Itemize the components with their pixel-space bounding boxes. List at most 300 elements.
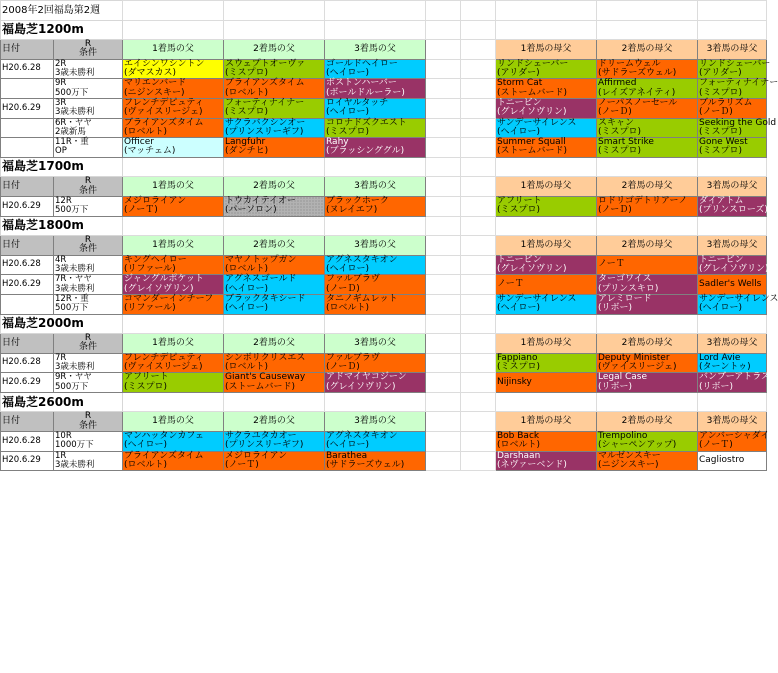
dam-sire-header: 1着馬の母父 [496, 412, 597, 432]
sire-header: 3着馬の父 [325, 412, 426, 432]
sire-line: (サドラーズウェル) [326, 459, 405, 470]
dam-sire-cell [698, 431, 770, 452]
race-header [54, 412, 123, 432]
sire-name: キングヘイロー [124, 254, 187, 265]
sire-cell [123, 353, 224, 373]
sire-name: ブラックタキシード [225, 293, 306, 304]
empty-cell [698, 20, 767, 40]
empty-cell [461, 373, 496, 393]
dam-sire-cell [698, 353, 767, 373]
sire-header: 1着馬の父 [123, 334, 224, 354]
dam-sire-name: リンドシェーバー [699, 58, 771, 69]
dam-sire-name: ノーＴ [497, 278, 524, 289]
dam-sire-cell [597, 98, 698, 118]
sire-cell [325, 98, 426, 118]
dam-sire-header: 2着馬の母父 [597, 334, 698, 354]
sire-cell [325, 275, 426, 295]
dam-sire-line: (ターントゥ) [699, 361, 751, 372]
sire-line: (グレイソヴリン) [326, 381, 396, 392]
dam-sire-name: リンドシェーバー [497, 58, 569, 69]
dam-sire-line: (ロベルト) [497, 440, 541, 451]
race-header-line1: R [84, 176, 92, 187]
race-condition [54, 373, 123, 393]
date-header: 日付 [1, 334, 54, 354]
empty-cell [325, 314, 426, 334]
race-row [1, 59, 767, 79]
empty-cell [597, 20, 698, 40]
race-number: 12R [55, 195, 72, 206]
sire-header: 3着馬の父 [325, 40, 426, 60]
sire-cell [325, 294, 426, 314]
dam-sire-name: ノーＴ [598, 259, 625, 270]
section-title: 福島芝1800m [1, 216, 123, 236]
sire-name: Giant's Causeway [225, 372, 306, 383]
dam-sire-name: ロドリゴデトリアーノ [598, 195, 688, 206]
dam-sire-cell [496, 196, 597, 216]
empty-cell [461, 236, 496, 256]
race-class: 3歳未勝利 [55, 283, 95, 294]
sire-cell [224, 275, 325, 295]
sire-line: (ミスプロ) [124, 381, 168, 392]
race-condition [54, 79, 123, 99]
race-date [1, 294, 54, 314]
dam-sire-name: Bob Back [497, 431, 540, 442]
empty-cell [123, 157, 224, 177]
empty-cell [496, 1, 597, 21]
sire-line: (ヘイロー) [225, 303, 269, 314]
race-row [1, 79, 767, 99]
race-condition [54, 255, 123, 275]
dam-sire-line: (リボー) [699, 381, 734, 392]
empty-cell [426, 432, 461, 452]
sire-line: (ヘイロー) [326, 107, 370, 118]
dam-sire-name: Darshaan [497, 450, 541, 461]
sire-cell [224, 59, 325, 79]
empty-cell [426, 79, 461, 99]
dam-sire-line: (グレイソヴリン) [497, 107, 567, 118]
sire-cell [123, 275, 224, 295]
sire-cell [224, 373, 325, 393]
empty-cell [698, 1, 767, 21]
race-header-line1: R [84, 411, 92, 422]
dam-sire-name: Deputy Minister [598, 352, 670, 363]
dam-sire-line: (リボー) [598, 381, 633, 392]
race-row [1, 118, 767, 138]
race-number: 2R [55, 58, 67, 69]
empty-cell [698, 157, 767, 177]
sire-line: (ノーＤ) [326, 361, 360, 372]
dam-sire-cell [597, 196, 698, 216]
dam-sire-cell [496, 118, 597, 138]
dam-sire-name: サンデーサイレンス [497, 117, 577, 128]
sire-line: (リファール) [124, 264, 176, 275]
race-date: H20.6.28 [1, 432, 54, 452]
sire-line: (ブラッシンググル) [326, 146, 405, 157]
sire-line: (ノーＴ) [124, 205, 158, 216]
section-title: 福島芝1700m [1, 157, 123, 177]
empty-cell [224, 157, 325, 177]
race-class: OP [55, 146, 67, 157]
empty-cell [123, 216, 224, 236]
section-title: 福島芝1200m [1, 20, 123, 40]
sire-line: (ヘイロー) [124, 440, 168, 451]
race-number: 3R [55, 97, 67, 108]
sire-name: シンボリクリスエス [225, 352, 306, 363]
dam-sire-line: (ノーＤ) [598, 107, 632, 118]
dam-sire-header: 1着馬の母父 [496, 334, 597, 354]
sire-name: アドマイヤコジーン [326, 372, 407, 383]
dam-sire-line: (ミスプロ) [598, 146, 642, 157]
dam-sire-header: 3着馬の母父 [698, 334, 767, 354]
dam-sire-line: (ノーＤ) [598, 205, 632, 216]
dam-sire-line: (ニジンスキー) [598, 459, 659, 470]
dam-sire-header: 3着馬の母父 [698, 177, 767, 197]
race-row [1, 255, 767, 275]
race-header [54, 334, 123, 354]
sire-header: 2着馬の父 [224, 177, 325, 197]
date-header: 日付 [1, 236, 54, 256]
race-number: 10R [55, 431, 72, 442]
empty-cell [461, 294, 496, 314]
empty-cell [461, 196, 496, 216]
race-row [1, 451, 767, 471]
dam-sire-line: (ミスプロ) [699, 87, 743, 98]
sire-header: 2着馬の父 [224, 236, 325, 256]
dam-sire-header: 1着馬の母父 [496, 40, 597, 60]
sire-cell [123, 255, 224, 275]
dam-sire-cell [698, 58, 771, 79]
race-date: H20.6.28 [1, 59, 54, 79]
section-title-row [1, 314, 767, 334]
sire-line: (ノーＤ) [326, 283, 360, 294]
dam-sire-cell [496, 294, 597, 314]
race-date: H20.6.28 [1, 255, 54, 275]
sire-cell [224, 432, 325, 452]
race-class: 3歳未勝利 [55, 107, 95, 118]
dam-sire-cell [597, 373, 698, 393]
dam-sire-cell [597, 59, 698, 79]
empty-cell [426, 157, 461, 177]
sire-cell [224, 79, 325, 99]
dam-sire-name: トニービン [497, 97, 542, 108]
sire-name: ボストンハーバー [326, 78, 397, 89]
dam-sire-line: (アリダー) [699, 68, 742, 79]
race-date: H20.6.29 [1, 275, 54, 295]
empty-cell [224, 314, 325, 334]
dam-sire-line: (ヴァイスリージェ) [598, 361, 677, 372]
dam-sire-cell [496, 275, 597, 295]
race-condition [54, 138, 123, 158]
dam-sire-name: ブルラリズム [699, 97, 753, 108]
sire-line: (ヌレイエフ) [326, 205, 378, 216]
dam-sire-name: サンデーサイレンス [497, 293, 577, 304]
sire-line: (ミスプロ) [225, 68, 269, 79]
race-date: H20.6.29 [1, 373, 54, 393]
sire-name: フォーティナイナー [225, 97, 305, 108]
sire-line: (ロベルト) [225, 361, 269, 372]
empty-cell [426, 236, 461, 256]
empty-cell [461, 412, 496, 432]
empty-cell [426, 118, 461, 138]
dam-sire-cell [597, 353, 698, 373]
title-row [1, 1, 767, 21]
empty-cell [426, 1, 461, 21]
dam-sire-name: バンブーアトラス [699, 372, 771, 383]
race-condition [54, 196, 123, 216]
dam-sire-cell [496, 255, 597, 275]
sire-name: マヤノトップガン [225, 254, 297, 265]
dam-sire-cell [698, 78, 778, 99]
empty-cell [426, 40, 461, 60]
sire-cell [224, 118, 325, 138]
dam-sire-name: Cagliostro [699, 455, 745, 466]
dam-sire-header: 1着馬の母父 [496, 177, 597, 197]
race-class: 500万下 [55, 87, 89, 98]
sire-line: (ロベルト) [225, 87, 269, 98]
sire-name: トウカイテイオー [225, 195, 296, 206]
sire-header: 3着馬の父 [325, 334, 426, 354]
sire-name: アグネスタキオン [326, 254, 398, 265]
sire-name: ゴールドヘイロー [326, 58, 398, 69]
dam-sire-line: (ミスプロ) [598, 126, 642, 137]
race-number: 11R・重 [55, 137, 89, 148]
race-row [1, 294, 767, 314]
race-class: 500万下 [55, 303, 89, 314]
empty-cell [426, 294, 461, 314]
empty-cell [461, 353, 496, 373]
race-row [1, 196, 767, 216]
sire-line: (パーソロン) [225, 205, 277, 216]
sire-cell [123, 59, 224, 79]
sire-name: Barathea [326, 450, 368, 461]
sire-header: 2着馬の父 [224, 40, 325, 60]
race-header-line2: 条件 [78, 185, 97, 196]
sire-name: マリエンバード [124, 78, 187, 89]
race-date [1, 138, 54, 158]
race-condition [54, 98, 123, 118]
dam-sire-cell [698, 372, 771, 393]
sire-name: ロイヤルタッチ [326, 97, 389, 108]
sire-cell [224, 294, 325, 314]
empty-cell [461, 334, 496, 354]
dam-sire-cell [597, 432, 698, 452]
empty-cell [461, 118, 496, 138]
race-date [1, 79, 54, 99]
sire-line: (ボールドルーラー) [326, 87, 405, 98]
race-condition [54, 451, 123, 471]
dam-sire-line: (シャーペンアップ) [598, 440, 677, 451]
sire-name: フレンチデピュティ [124, 352, 204, 363]
empty-cell [426, 451, 461, 471]
race-date: H20.6.29 [1, 98, 54, 118]
dam-sire-header: 1着馬の母父 [496, 236, 597, 256]
race-condition [54, 59, 123, 79]
empty-cell [224, 392, 325, 412]
sire-line: (ロベルト) [326, 303, 370, 314]
dam-sire-header: 3着馬の母父 [698, 40, 767, 60]
race-header-line2: 条件 [78, 342, 97, 353]
dam-sire-line: (グレイソヴリン) [699, 264, 769, 275]
sire-name: ファルブラヴ [326, 352, 380, 363]
dam-sire-cell [597, 294, 698, 314]
sire-line: (ストームバード) [225, 381, 296, 392]
empty-cell [461, 59, 496, 79]
empty-cell [325, 216, 426, 236]
header-row [1, 40, 767, 60]
race-condition [54, 275, 123, 295]
sire-cell [123, 451, 224, 471]
sire-name: サクラバクシンオー [225, 117, 306, 128]
sire-line: (ミスプロ) [225, 107, 269, 118]
empty-cell [325, 1, 426, 21]
empty-cell [224, 20, 325, 40]
race-date [1, 118, 54, 138]
section-title-row [1, 20, 767, 40]
dam-sire-line: (ミスプロ) [699, 126, 743, 137]
empty-cell [123, 1, 224, 21]
empty-cell [325, 392, 426, 412]
empty-cell [123, 314, 224, 334]
race-condition [54, 432, 123, 452]
dam-sire-cell [496, 353, 597, 373]
dam-sire-line: (ノーＤ) [699, 107, 733, 118]
sire-cell [325, 138, 426, 158]
race-class: 3歳未勝利 [55, 264, 95, 275]
race-header-line2: 条件 [78, 48, 97, 59]
empty-cell [698, 392, 767, 412]
race-condition [54, 294, 123, 314]
dam-sire-cell [698, 275, 767, 295]
dam-sire-cell [698, 255, 767, 275]
dam-sire-cell [496, 451, 597, 471]
dam-sire-line: (プリンスローズ) [699, 205, 768, 216]
race-class: 500万下 [55, 205, 89, 216]
sire-name: コマンダーインチーフ [124, 293, 214, 304]
empty-cell [461, 392, 496, 412]
race-date: H20.6.29 [1, 196, 54, 216]
empty-cell [597, 314, 698, 334]
empty-cell [426, 216, 461, 236]
dam-sire-line: (ストームバード) [497, 87, 568, 98]
dam-sire-name: Summer Squall [497, 137, 566, 148]
sire-cell [325, 451, 426, 471]
dam-sire-line: (ミスプロ) [497, 361, 541, 372]
sire-line: (マッチェム) [124, 146, 176, 157]
sire-line: (ノーＴ) [225, 459, 259, 470]
dam-sire-name: Legal Case [598, 372, 648, 383]
header-row [1, 412, 767, 432]
sire-name: ブライアンズタイム [225, 78, 305, 89]
sire-cell [224, 451, 325, 471]
dam-sire-line: (レイズアネイティ) [598, 87, 676, 98]
sire-line: (ヴァイスリージェ) [124, 107, 203, 118]
race-header-line1: R [84, 333, 92, 344]
empty-cell [224, 1, 325, 21]
sire-line: (ヴァイスリージェ) [124, 361, 203, 372]
dam-sire-cell [496, 98, 597, 118]
sire-name: アグネスゴールド [225, 274, 297, 285]
sire-name: ブライアンズタイム [124, 450, 204, 461]
empty-cell [426, 98, 461, 118]
empty-cell [426, 138, 461, 158]
dam-sire-cell [496, 79, 597, 99]
sire-cell [325, 432, 426, 452]
sire-cell [123, 98, 224, 118]
section-title-row [1, 157, 767, 177]
empty-cell [224, 216, 325, 236]
dam-sire-line: (グレイソヴリン) [497, 264, 567, 275]
sire-name: スウェプトオーヴァ [225, 58, 306, 69]
empty-cell [496, 157, 597, 177]
race-condition [54, 118, 123, 138]
empty-cell [461, 157, 496, 177]
date-header: 日付 [1, 40, 54, 60]
race-class: 3歳未勝利 [55, 459, 95, 470]
empty-cell [426, 412, 461, 432]
dam-sire-name: ダイアトム [699, 195, 744, 206]
sire-cell [123, 373, 224, 393]
empty-cell [426, 353, 461, 373]
empty-cell [325, 157, 426, 177]
dam-sire-cell [496, 59, 597, 79]
section-title: 福島芝2600m [1, 392, 123, 412]
empty-cell [426, 334, 461, 354]
dam-sire-line: (ヘイロー) [497, 126, 541, 137]
sire-cell [325, 255, 426, 275]
race-header [54, 236, 123, 256]
sire-cell [123, 196, 224, 216]
header-row [1, 177, 767, 197]
sire-cell [224, 98, 325, 118]
dam-sire-header: 2着馬の母父 [597, 40, 698, 60]
dam-sire-name: Fappiano [497, 352, 538, 363]
race-header [54, 177, 123, 197]
race-class: 3歳未勝利 [55, 68, 95, 79]
section-title-row [1, 216, 767, 236]
empty-cell [597, 157, 698, 177]
dam-sire-name: ノーパスノーセール [598, 97, 678, 108]
dam-sire-line: (リボー) [598, 303, 633, 314]
dam-sire-cell [597, 118, 698, 138]
empty-cell [461, 20, 496, 40]
dam-sire-line: (プリンスキロ) [598, 283, 659, 294]
dam-sire-name: スキャン [598, 117, 635, 128]
sire-name: サクラユタカオー [225, 431, 297, 442]
dam-sire-name: Trempolino [598, 431, 648, 442]
sire-cell [325, 59, 426, 79]
sire-name: ファルブラヴ [326, 274, 380, 285]
empty-cell [461, 98, 496, 118]
sire-header: 1着馬の父 [123, 40, 224, 60]
dam-sire-cell [698, 196, 767, 216]
dam-sire-header: 3着馬の母父 [698, 236, 767, 256]
race-date: H20.6.28 [1, 353, 54, 373]
race-row [1, 98, 767, 118]
dam-sire-name: ドリームウェル [598, 58, 661, 69]
dam-sire-name: Seeking the Gold [699, 117, 777, 128]
dam-sire-header: 2着馬の母父 [597, 236, 698, 256]
empty-cell [461, 451, 496, 471]
empty-cell [597, 1, 698, 21]
dam-sire-line: (ミスプロ) [497, 205, 541, 216]
race-number: 7R・ヤヤ [55, 274, 92, 285]
dam-sire-name: Lord Avie [699, 352, 741, 363]
sire-name: フレンチデピュティ [124, 97, 204, 108]
sire-header: 3着馬の父 [325, 236, 426, 256]
empty-cell [496, 216, 597, 236]
dam-sire-line: (ヘイロー) [497, 303, 541, 314]
dam-sire-line: (ノーＴ) [699, 440, 733, 451]
